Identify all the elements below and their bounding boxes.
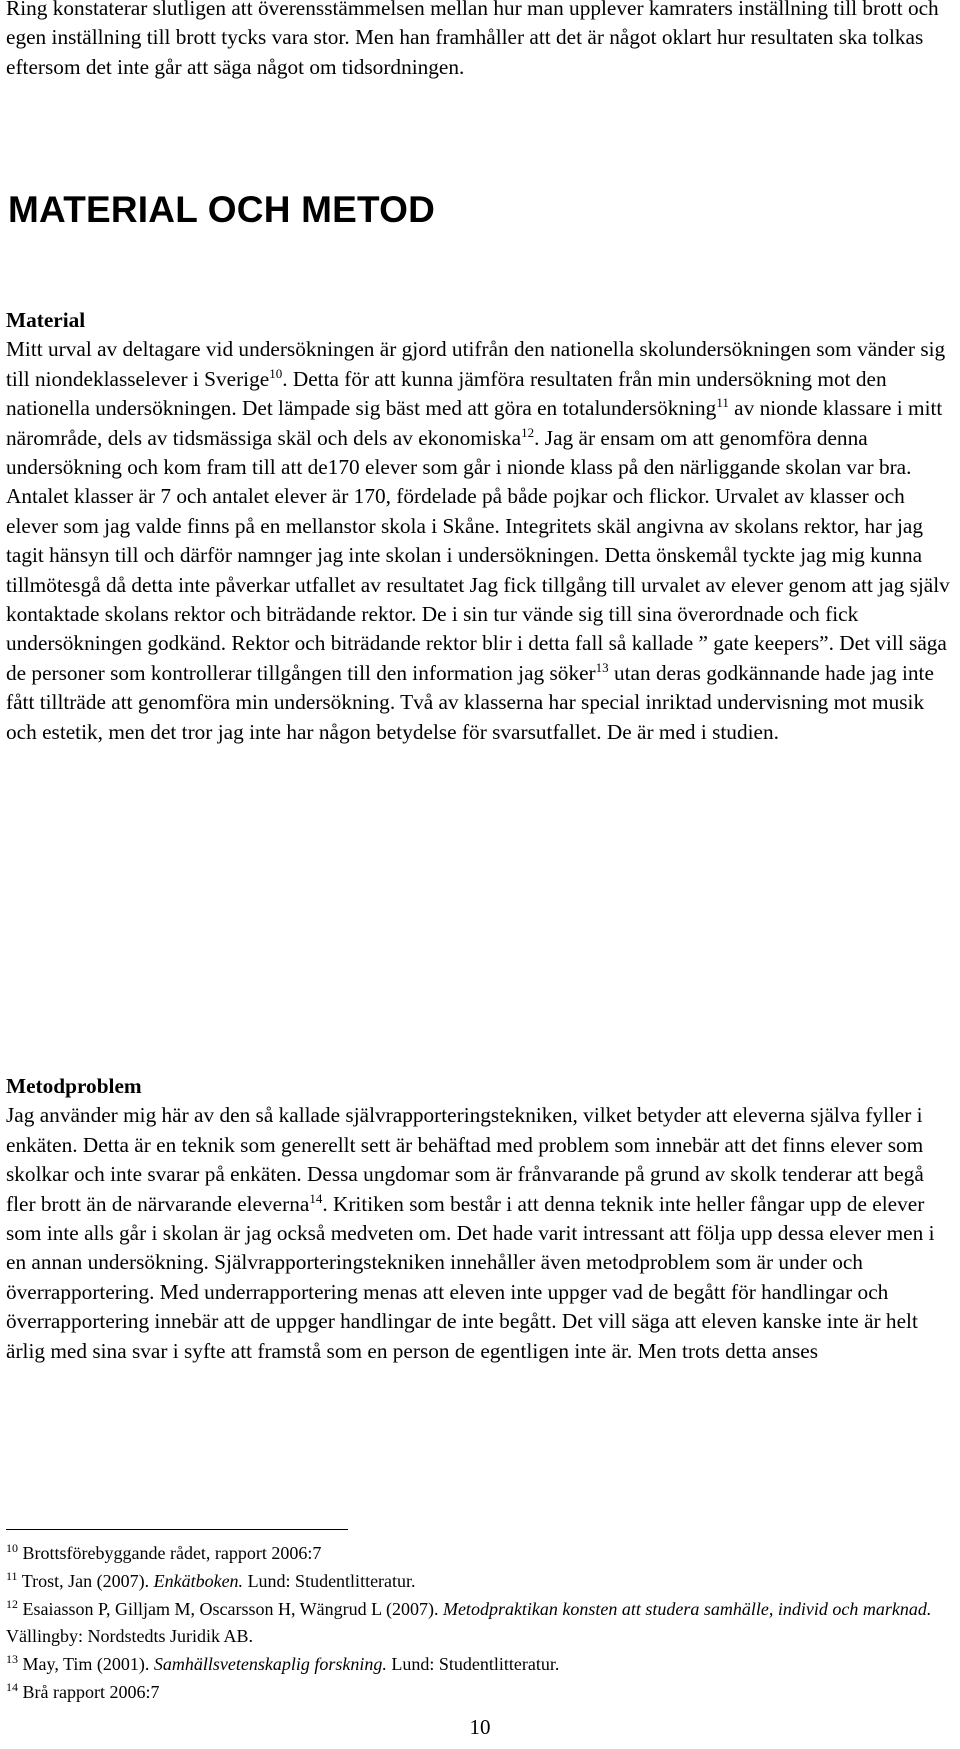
footnote-text: Brottsförebyggande rådet, rapport 2006:7 (18, 1543, 322, 1563)
footnote-text: Esaiasson P, Gilljam M, Oscarsson H, Wängrud L (2007). (18, 1598, 443, 1619)
material-subheading: Material (6, 308, 86, 332)
footnote-number: 10 (6, 1541, 18, 1555)
footnote-14 (6, 1679, 956, 1707)
footnote-title: Enkätboken. (153, 1570, 244, 1591)
footnote-12 (6, 1596, 956, 1652)
footnotes (6, 1540, 956, 1707)
metodproblem-subheading: Metodproblem (6, 1074, 142, 1098)
footnote-ref-12: 12 (521, 424, 535, 440)
footnote-ref-10: 10 (269, 365, 283, 381)
material-paragraph (6, 335, 956, 747)
footnote-title: Metodpraktikan konsten att studera samhälle, individ och marknad. (442, 1598, 932, 1619)
text-run: av nionde klassare i mitt närområde, dels av tidsmässiga skäl och dels av ekonomiska (6, 396, 943, 450)
footnote-number: 12 (6, 1596, 18, 1611)
metodproblem-section (6, 1072, 956, 1366)
material-section (6, 306, 956, 747)
metodproblem-paragraph (6, 1101, 956, 1366)
text-run: Jag använder mig här av den så kallade självrapporteringstekniken, vilket betyder att eleverna själva fyller i enkäten. Detta är en teknik som generellt sett är behäftad med problem som innebär att det finns elever som skolkar och inte svarar på enkäten. Dessa ungdomar som är frånvarande på grund av skolk tenderar att begå fler brott än de närvarande eleverna (6, 1103, 924, 1216)
footnote-divider (6, 1529, 348, 1530)
text-run: . Jag är ensam om att genomföra denna undersökning och kom fram till att de170 elever som går i nionde klass på den närliggande skolan var bra. Antalet klasser är 7 och antalet elever är 170, fördelade på både pojkar och flickor. Urvalet av klasser och elever som jag valde finns på en mellanstor skola i Skåne. Integritets skäl angivna av skolans rektor, har jag tagit hänsyn till och därför namnger jag inte skolan i undersökningen. Detta önskemål tyckte jag mig kunna tillmötesgå då detta inte påverkar utfallet av resultatet Jag fick tillgång till urvalet av elever genom att jag själv kontaktade skolans rektor och biträdande rektor. De i sin tur vände sig till sina överordnade och fick undersökningen godkänd. Rektor och biträdande rektor blir i detta fall så kallade ” gate keepers”. Det vill säga de personer som kontrollerar tillgången till den information jag söker (6, 425, 950, 685)
footnote-text: Trost, Jan (2007). (17, 1570, 154, 1591)
footnote-text: Brå rapport 2006:7 (18, 1681, 160, 1702)
footnote-text: May, Tim (2001). (18, 1654, 154, 1675)
footnote-13 (6, 1651, 956, 1679)
footnote-ref-11: 11 (716, 395, 729, 411)
text-run: . Detta för att kunna jämföra resultaten från min undersökning mot den nationella undersökningen. Det lämpade sig bäst med att göra en totalundersökning (6, 366, 887, 421)
footnote-number: 11 (6, 1568, 18, 1583)
footnote-text: Lund: Studentlitteratur. (243, 1570, 416, 1591)
page-number: 10 (469, 1715, 491, 1739)
footnote-text: Vällingby: Nordstedts Juridik AB. (6, 1626, 253, 1647)
intro-paragraph: Ring konstaterar slutligen att överensstämmelsen mellan hur man upplever kamraters inställning till brott och egen inställning till brott tycks vara stor. Men han framhåller att det är något oklart hur resultaten ska tolkas eftersom det inte går att säga något om tidsordningen. (6, 0, 939, 79)
footnote-title: Samhällsvetenskaplig forskning. (153, 1654, 387, 1675)
footnote-number: 14 (6, 1679, 18, 1694)
footnote-text: Lund: Studentlitteratur. (386, 1654, 560, 1675)
text-run: utan deras godkännande hade jag inte fått tillträde att genomföra min undersökning. Två av klasserna har special inriktad undervisning mot musik och estetik, men det tror jag inte har någon betydelse för svarsutfallet. De är med i studien. (6, 660, 934, 744)
section-heading: MATERIAL OCH METOD (8, 189, 436, 230)
footnote-ref-13: 13 (595, 659, 609, 675)
footnote-ref-14: 14 (309, 1190, 323, 1206)
footnote-number: 13 (6, 1652, 18, 1667)
footnote-11 (6, 1568, 956, 1596)
text-run: . Kritiken som består i att denna teknik inte heller fångar upp de elever som inte alls går i skolan är jag också medveten om. Det hade varit intressant att följa upp dessa elever men i en annan undersökning. Självrapporteringstekniken innehåller även metodproblem som är under och överrapportering. Med underrapportering menas att eleven inte uppger vad de begått för handlingar och överrapportering innebär att de uppger handlingar de inte begått. Det vill säga att eleven kanske inte är helt ärlig med sina svar i syfte att framstå som en person de egentligen inte är. Men trots detta anses (6, 1191, 935, 1363)
text-run: Mitt urval av deltagare vid undersökningen är gjord utifrån den nationella skolundersökningen som vänder sig till niondeklasselever i Sverige (6, 337, 946, 391)
footnote-10 (6, 1540, 956, 1568)
